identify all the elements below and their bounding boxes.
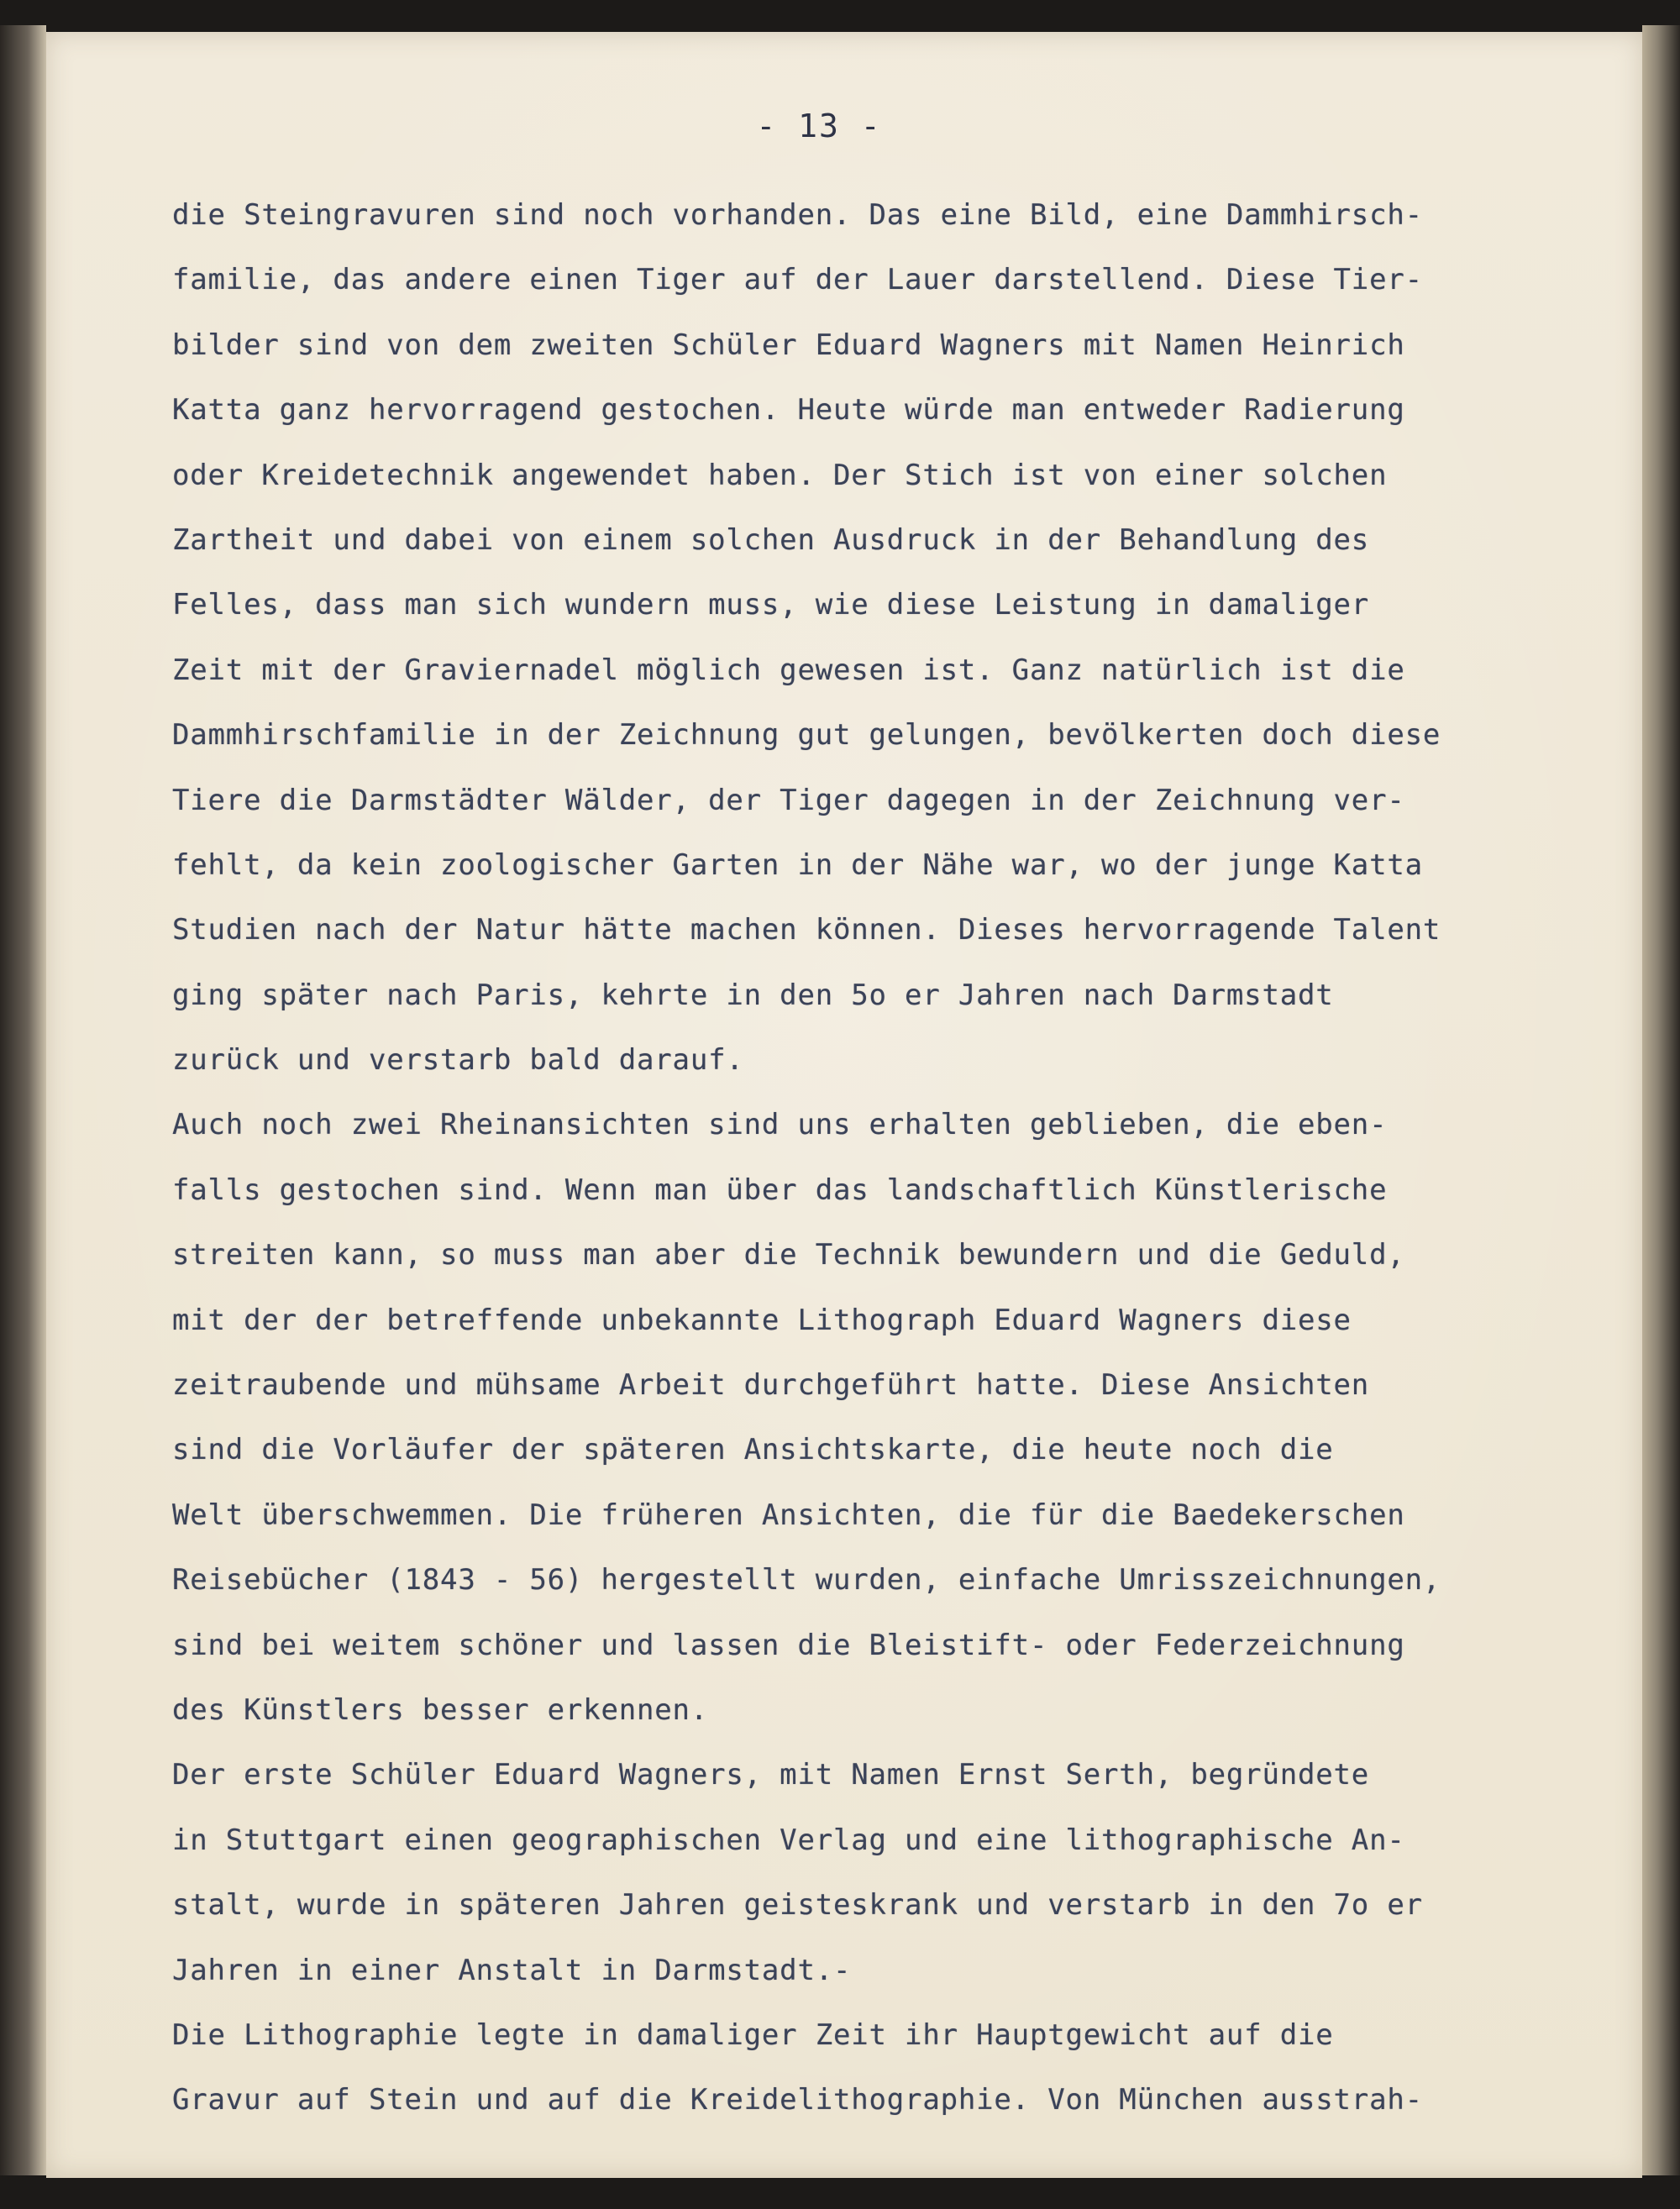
- text-line: falls gestochen sind. Wenn man über das landschaftlich Künstlerische: [172, 1173, 1388, 1207]
- text-line: in Stuttgart einen geographischen Verlag und eine lithographische An-: [172, 1823, 1405, 1857]
- text-line: Auch noch zwei Rheinansichten sind uns erhalten geblieben, die eben-: [172, 1108, 1388, 1142]
- text-line: Felles, dass man sich wundern muss, wie diese Leistung in damaliger: [172, 588, 1370, 622]
- text-line: ging später nach Paris, kehrte in den 5o er Jahren nach Darmstadt: [172, 978, 1334, 1012]
- text-line: zurück und verstarb bald darauf.: [172, 1043, 744, 1078]
- text-line: sind die Vorläufer der späteren Ansichtskarte, die heute noch die: [172, 1433, 1334, 1467]
- text-line: die Steingravuren sind noch vorhanden. Das eine Bild, eine Dammhirsch-: [172, 198, 1423, 232]
- text-line: Jahren in einer Anstalt in Darmstadt.-: [172, 1953, 852, 1987]
- text-line: des Künstlers besser erkennen.: [172, 1692, 709, 1727]
- book-gutter: [0, 25, 46, 2175]
- text-line: streiten kann, so muss man aber die Technik bewundern und die Geduld,: [172, 1238, 1405, 1272]
- text-line: Studien nach der Natur hätte machen können. Dieses hervorragende Talent: [172, 913, 1441, 947]
- text-line: Zartheit und dabei von einem solchen Ausdruck in der Behandlung des: [172, 522, 1370, 557]
- text-line: bilder sind von dem zweiten Schüler Eduard Wagners mit Namen Heinrich: [172, 328, 1405, 362]
- text-line: Zeit mit der Graviernadel möglich gewesen ist. Ganz natürlich ist die: [172, 653, 1405, 687]
- text-line: familie, das andere einen Tiger auf der Lauer darstellend. Diese Tier-: [172, 263, 1423, 297]
- text-line: Reisebücher (1843 - 56) hergestellt wurden, einfache Umrisszeichnungen,: [172, 1563, 1441, 1598]
- text-line: sind bei weitem schöner und lassen die Bleistift- oder Federzeichnung: [172, 1628, 1405, 1662]
- text-line: Katta ganz hervorragend gestochen. Heute würde man entweder Radierung: [172, 393, 1405, 428]
- page-number: - 13 -: [756, 108, 882, 144]
- text-line: Die Lithographie legte in damaliger Zeit ihr Hauptgewicht auf die: [172, 2017, 1334, 2052]
- typewritten-page: [46, 32, 1642, 2178]
- text-line: stalt, wurde in späteren Jahren geisteskrank und verstarb in den 7o er: [172, 1888, 1423, 1923]
- text-line: zeitraubende und mühsame Arbeit durchgeführt hatte. Diese Ansichten: [172, 1368, 1370, 1403]
- text-line: oder Kreidetechnik angewendet haben. Der Stich ist von einer solchen: [172, 458, 1388, 492]
- text-line: mit der der betreffende unbekannte Lithograph Eduard Wagners diese: [172, 1303, 1352, 1337]
- page-text-body: [172, 183, 1634, 2133]
- text-line: Dammhirschfamilie in der Zeichnung gut gelungen, bevölkerten doch diese: [172, 718, 1441, 753]
- text-line: fehlt, da kein zoologischer Garten in der Nähe war, wo der junge Katta: [172, 847, 1423, 882]
- text-line: Tiere die Darmstädter Wälder, der Tiger dagegen in der Zeichnung ver-: [172, 783, 1405, 817]
- text-line: Welt überschwemmen. Die früheren Ansichten, die für die Baedekerschen: [172, 1498, 1405, 1532]
- text-line: Der erste Schüler Eduard Wagners, mit Namen Ernst Serth, begründete: [172, 1758, 1370, 1792]
- page-edge: [1642, 25, 1680, 2175]
- text-line: Gravur auf Stein und auf die Kreidelithographie. Von München ausstrah-: [172, 2083, 1423, 2117]
